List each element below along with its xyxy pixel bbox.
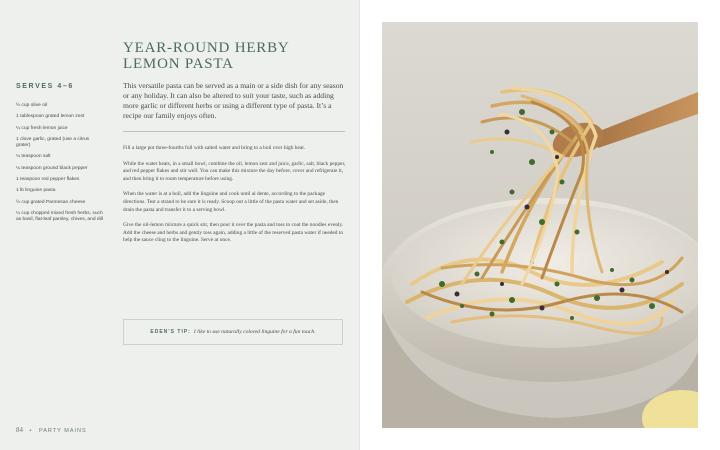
recipe-intro: This versatile pasta can be served as a main or a side dish for any season or any holiday. It can also be altered to suit your taste, such as adding more garlic or different herbs or using a different type of pasta. It’s a recipe our family enjoys often. xyxy=(123,81,344,121)
ingredient-item: 1 tablespoon grated lemon zest xyxy=(16,114,85,120)
ingredient-item: ¼ teaspoon salt xyxy=(16,154,51,160)
step-paragraph: Fill a large pot three-fourths full with salted water and bring to a boil over high heat. xyxy=(123,145,306,151)
section-name: PARTY MAINS xyxy=(39,428,87,434)
ingredient-item: ¼ cup chopped mixed fresh herbs, such as basil, flat-leaf parsley, chives, and dill xyxy=(16,210,103,223)
page-number: 84 xyxy=(16,426,23,434)
ingredient-item: ½ cup olive oil xyxy=(16,103,47,108)
ingredient-item: 1 clove garlic, grated (use a citrus grater) xyxy=(16,136,90,149)
recipe-title-line-2: LEMON PASTA xyxy=(123,56,234,72)
ingredient-item: ½ cup grated Parmesan cheese xyxy=(16,199,86,205)
serves-label: SERVES 4–6 xyxy=(16,83,74,90)
step-paragraph: While the water heats, in a small bowl, combine the oil, lemon zest and juice, garlic, salt, black pepper, and red pepper flakes and stir well. You can make this mixture the day before, cover and refrigerate it, and then bring it to room temperature before using. xyxy=(123,160,346,182)
tip-box xyxy=(123,319,343,345)
divider xyxy=(123,131,345,132)
ingredient-item: 1 lb linguine pasta xyxy=(16,188,56,194)
step-paragraph: Give the oil-lemon mixture a quick stir, then pour it over the pasta and toss to coat the noodles evenly. Add the cheese and herbs and gently toss again, adding a little of the reserved pasta water if needed to help the sauce cling to the linguine. Serve at once. xyxy=(123,222,344,244)
ingredient-item: ¼ cup fresh lemon juice xyxy=(16,125,68,131)
recipe-title xyxy=(123,40,343,72)
recipe-title-line-1: YEAR-ROUND HERBY xyxy=(123,40,290,56)
tip-label: EDEN’S TIP: xyxy=(150,329,191,335)
step-paragraph: When the water is at a boil, add the linguine and cook until al dente, according to the package directions. Test a strand to be sure it is ready. Scoop out a little of the pasta water and set aside, then drain the pasta and transfer it to a serving bowl. xyxy=(123,191,339,213)
ingredient-item: 1 teaspoon red pepper flakes xyxy=(16,177,80,183)
tip-text: I like to use naturally colored linguine for a fun touch. xyxy=(193,329,316,335)
page-footer xyxy=(16,426,87,434)
pasta-photo xyxy=(382,22,698,428)
ingredients-list xyxy=(16,103,104,229)
ingredient-item: ¼ teaspoon ground black pepper xyxy=(16,165,88,171)
footer-separator: • xyxy=(29,428,33,434)
recipe-steps xyxy=(123,145,349,253)
